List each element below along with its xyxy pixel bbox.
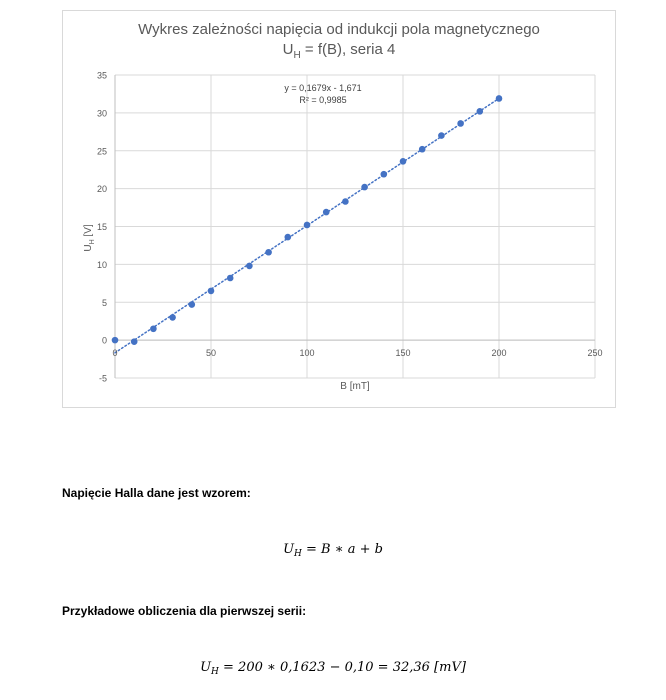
x-tick-label: 50 — [205, 348, 217, 359]
chart-subtitle-main: U — [282, 41, 294, 58]
y-tick-label: 30 — [96, 108, 107, 119]
data-point — [304, 222, 311, 229]
formula-hall-voltage — [0, 542, 666, 559]
y-axis-label-main: U — [83, 244, 94, 252]
chart-container — [62, 10, 616, 408]
y-tick-label: 25 — [96, 146, 107, 157]
formula1-rest: = B ∗ a + b — [301, 542, 383, 557]
data-point — [265, 249, 272, 256]
trendline-equation: y = 0,1679x - 1,671 — [284, 83, 362, 93]
y-axis-label — [83, 224, 96, 252]
data-point — [246, 263, 253, 270]
data-point — [208, 288, 215, 295]
data-point — [419, 146, 426, 153]
data-point — [381, 171, 388, 178]
x-tick-label: 250 — [587, 348, 603, 359]
y-tick-label: 20 — [96, 184, 107, 195]
y-tick-label: 10 — [96, 259, 107, 270]
data-point — [112, 337, 119, 344]
data-point — [150, 325, 157, 332]
chart-subtitle-rest: = f(B), seria 4 — [300, 41, 396, 58]
gridlines — [115, 75, 595, 378]
x-tick-label: 150 — [395, 348, 411, 359]
x-tick-label: 200 — [491, 348, 507, 359]
y-axis-label-sub: H — [89, 239, 96, 245]
x-tick-label: 0 — [112, 348, 118, 359]
paragraph-example-intro: Przykładowe obliczenia dla pierwszej serii: — [62, 604, 307, 618]
scatter-plot — [63, 11, 615, 407]
formula1-main: U — [283, 542, 295, 557]
formula2-main: U — [200, 660, 212, 675]
data-point — [227, 275, 234, 282]
data-point — [189, 301, 196, 308]
formula1-sub: H — [294, 549, 302, 559]
y-tick-label: 35 — [96, 70, 107, 81]
y-axis-label-text — [83, 224, 96, 252]
data-point — [285, 234, 292, 241]
y-tick-label: 15 — [96, 222, 107, 232]
chart-title: Wykres zależności napięcia od indukcji pola magnetycznego — [138, 21, 540, 38]
data-point — [477, 108, 484, 115]
data-point — [457, 120, 464, 127]
x-axis-label: B [mT] — [340, 381, 370, 392]
y-axis-label-rest: [V] — [83, 224, 94, 240]
data-point — [438, 132, 445, 139]
chart-subtitle-sub: H — [293, 50, 301, 61]
formula2-rest: = 200 ∗ 0,1623 − 0,10 = 32,36 [mV] — [218, 660, 466, 675]
y-tick-label: 0 — [101, 335, 107, 346]
data-point — [361, 184, 368, 191]
data-point — [169, 314, 176, 321]
data-point — [496, 95, 503, 102]
formula-example-calculation — [0, 660, 666, 677]
data-point — [342, 198, 349, 205]
y-tick-label: 5 — [101, 297, 107, 308]
data-point — [131, 338, 138, 345]
data-point — [400, 158, 407, 165]
y-tick-label: -5 — [98, 373, 107, 384]
x-tick-label: 100 — [299, 348, 315, 359]
paragraph-formula-intro: Napięcie Halla dane jest wzorem: — [62, 486, 251, 500]
trendline-r-squared: R² = 0,9985 — [299, 95, 347, 105]
data-point — [323, 209, 330, 216]
formula2-sub: H — [211, 667, 219, 677]
